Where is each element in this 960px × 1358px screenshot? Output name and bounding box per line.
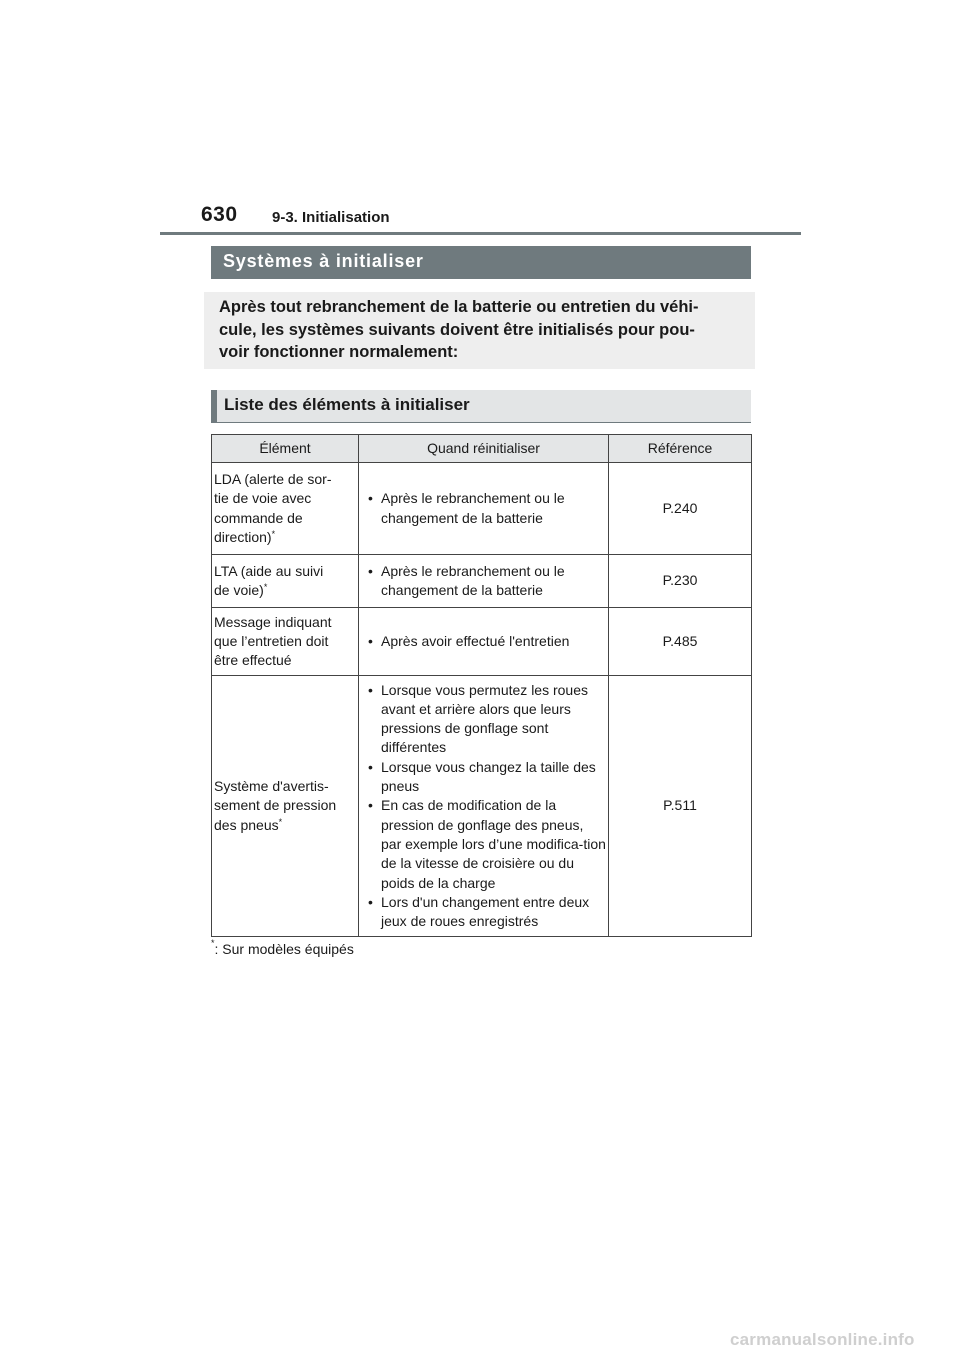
footnote-marker: * xyxy=(271,528,276,539)
list-item: • Lorsque vous changez la taille des pneus xyxy=(363,758,606,797)
section-title: Systèmes à initialiser xyxy=(211,246,751,279)
intro-paragraph xyxy=(204,292,755,369)
element-line: LTA (aide au suivi xyxy=(214,562,324,579)
element-line: Système d'avertis- xyxy=(214,778,329,795)
element-cell xyxy=(212,676,359,937)
list-subtitle: Liste des éléments à initialiser xyxy=(211,390,751,423)
list-item: • Lorsque vous permutez les roues avant et arrière alors que leurs pressions de gonflage sont différentes xyxy=(363,681,606,758)
element-line: direction) xyxy=(214,528,272,545)
reference-cell: P.240 xyxy=(609,463,752,555)
footnote xyxy=(211,938,354,957)
element-line: des pneus xyxy=(214,816,279,833)
element-cell xyxy=(212,608,359,676)
intro-line: cule, les systèmes suivants doivent être initialisés pour pou- xyxy=(219,320,695,339)
list-item: • Après le rebranchement ou le changement de la batterie xyxy=(363,562,606,601)
element-line: Message indiquant xyxy=(214,613,332,630)
list-item: • Lors d'un changement entre deux jeux de roues enregistrés xyxy=(363,893,606,932)
page-number: 630 xyxy=(201,203,238,226)
footnote-marker: * xyxy=(278,816,283,827)
column-header-reference: Référence xyxy=(609,435,752,463)
element-line: LDA (alerte de sor- xyxy=(214,470,332,487)
column-header-when: Quand réinitialiser xyxy=(359,435,609,463)
list-item: • Après le rebranchement ou le changement de la batterie xyxy=(363,489,606,528)
intro-line: voir fonctionner normalement: xyxy=(219,343,459,361)
when-cell xyxy=(359,555,609,608)
element-line: sement de pression xyxy=(214,797,337,814)
element-line: de voie) xyxy=(214,582,264,598)
table-header-row xyxy=(212,435,752,463)
element-line: être effectué xyxy=(214,652,292,669)
list-item: • Après avoir effectué l'entretien xyxy=(363,632,606,651)
section-heading: 9-3. Initialisation xyxy=(272,209,390,226)
header-divider xyxy=(160,232,801,235)
table-row xyxy=(212,676,752,937)
reference-cell: P.230 xyxy=(609,555,752,608)
reference-cell: P.511 xyxy=(609,676,752,937)
footnote-marker: * xyxy=(211,938,215,948)
footnote-text: : Sur modèles équipés xyxy=(214,941,354,957)
column-header-element: Élément xyxy=(212,435,359,463)
element-line: tie de voie avec xyxy=(214,490,312,507)
reference-cell: P.485 xyxy=(609,608,752,676)
element-cell xyxy=(212,463,359,555)
table-row xyxy=(212,555,752,608)
element-line: commande de xyxy=(214,509,303,526)
table-row xyxy=(212,463,752,555)
element-line: que l’entretien doit xyxy=(214,632,329,649)
list-item: • En cas de modification de la pression de gonflage des pneus, par exemple lors d’une modifica-tion de la vitesse de croisière ou du poids de la charge xyxy=(363,796,606,892)
when-cell xyxy=(359,463,609,555)
watermark: carmanualsonline.info xyxy=(730,1330,915,1349)
initialization-table xyxy=(211,434,752,937)
when-cell xyxy=(359,676,609,937)
when-cell xyxy=(359,608,609,676)
element-cell xyxy=(212,555,359,608)
intro-line: Après tout rebranchement de la batterie ou entretien du véhi- xyxy=(219,298,699,316)
table-row xyxy=(212,608,752,676)
footnote-marker: * xyxy=(263,582,268,592)
